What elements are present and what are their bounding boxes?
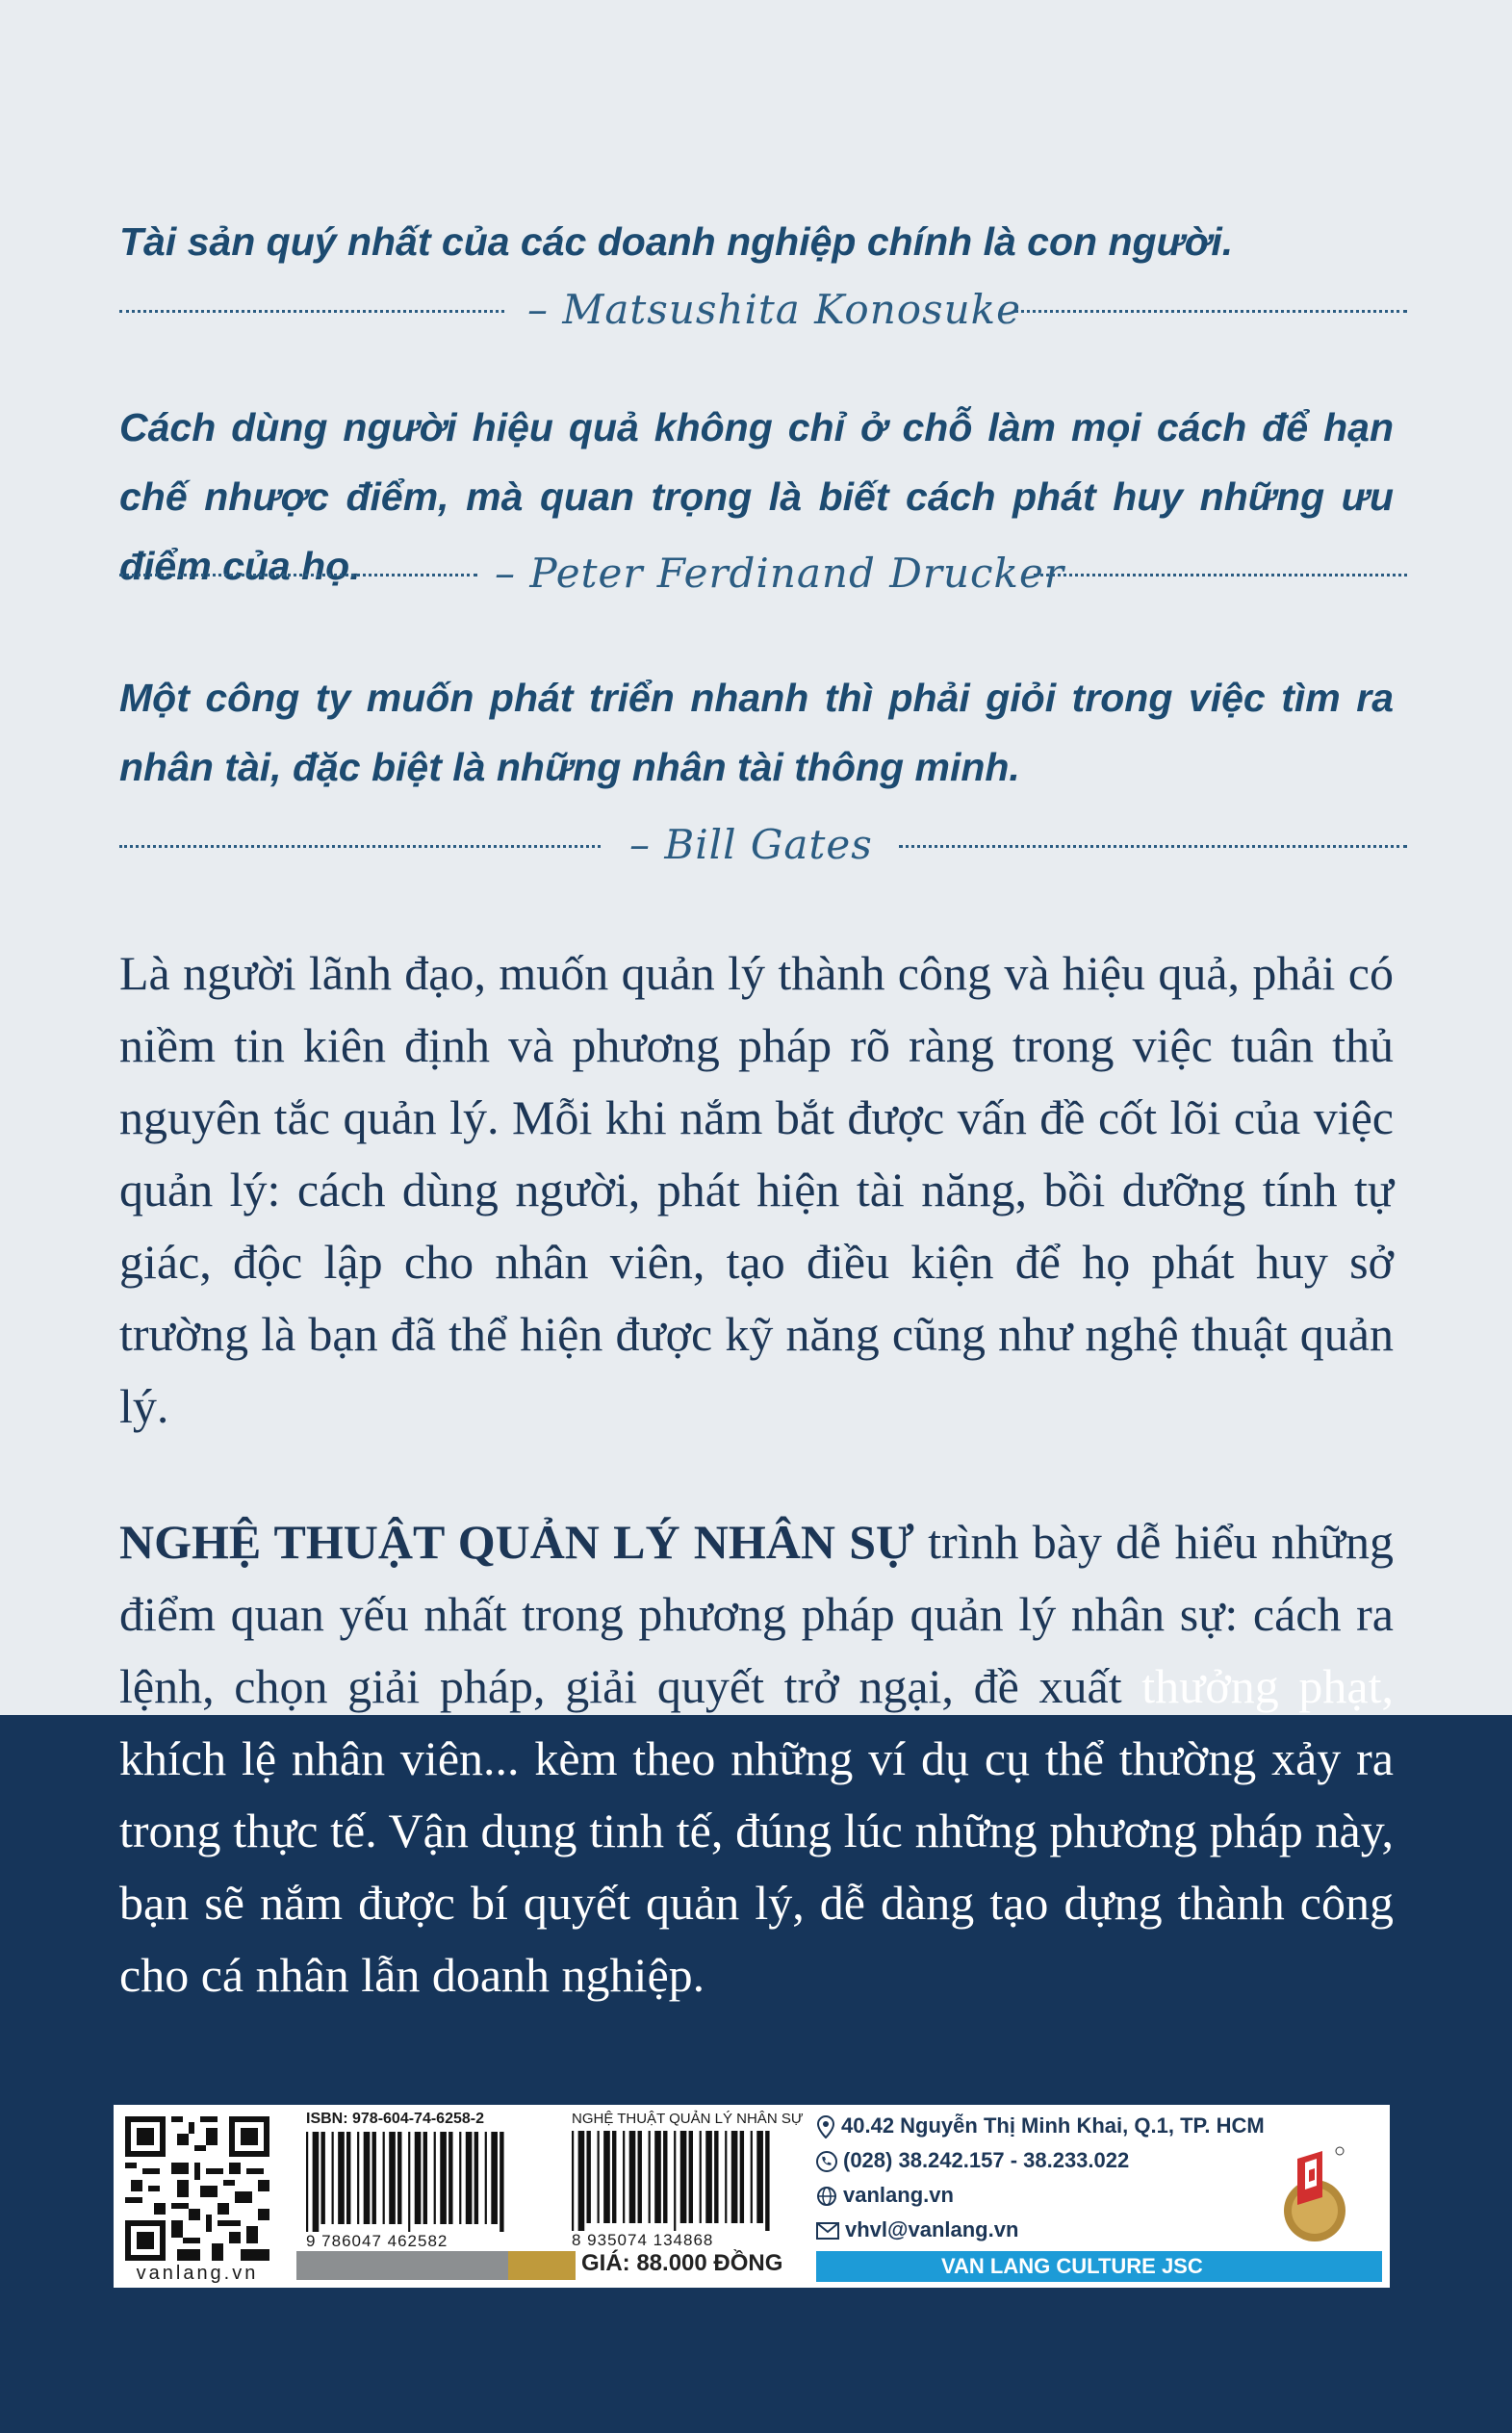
quote-3-author: – Bill Gates bbox=[629, 821, 873, 868]
dotted-rule-left bbox=[119, 574, 477, 576]
gold-strip bbox=[508, 2251, 576, 2280]
barcode-info-panel bbox=[114, 2105, 1390, 2288]
quote-3-text: Một công ty muốn phát triển nhanh thì phải giỏi trong việc tìm ra nhân tài, đặc biệt là những nhân tài thông minh. bbox=[119, 676, 1394, 789]
paragraph-2-light-part: trình bày dễ hiểu những điểm quan yếu nhất trong phương pháp quản lý nhân sự: cách ra lệnh, chọn giải pháp, giải quyết trở ngại, đề xuất bbox=[119, 1515, 1394, 1713]
isbn-bars bbox=[306, 2132, 508, 2232]
ean-digits: 8 935074 134868 bbox=[572, 2231, 714, 2249]
address-text: 40.42 Nguyễn Thị Minh Khai, Q.1, TP. HCM bbox=[841, 2113, 1265, 2138]
company-name: VAN LANG CULTURE JSC bbox=[941, 2254, 1203, 2278]
phone-icon bbox=[816, 2151, 837, 2172]
location-pin-icon bbox=[816, 2115, 835, 2138]
quote-1-attribution bbox=[119, 281, 1407, 339]
paragraph-2-dark-part: thưởng phạt, khích lệ nhân viên... kèm theo những ví dụ cụ thể thường xảy ra trong thực tế. Vận dụng tinh tế, đúng lúc những phương pháp này, bạn sẽ nắm được bí quyết quản lý, dễ dàng tạo dựng thành công cho cá nhân lẫn doanh nghiệp. bbox=[119, 1659, 1394, 2002]
description-paragraph-1: Là người lãnh đạo, muốn quản lý thành công và hiệu quả, phải có niềm tin kiên định và phương pháp rõ ràng trong việc tuân thủ nguyên tắc quản lý. Mỗi khi nắm bắt được vấn đề cốt lõi của việc quản lý: cách dùng người, phát hiện tài năng, bồi dưỡng tính tự giác, độc lập cho nhân viên, tạo điều kiện để họ phát huy sở trường là bạn đã thể hiện được kỹ năng cũng như nghệ thuật quản lý. bbox=[119, 946, 1394, 1433]
dotted-rule-left bbox=[119, 310, 504, 313]
ean-bars bbox=[572, 2131, 774, 2231]
email-line bbox=[816, 2213, 1220, 2247]
dotted-rule-right bbox=[899, 845, 1407, 848]
ean-barcode bbox=[572, 2111, 804, 2255]
qr-caption: vanlang.vn bbox=[136, 2263, 259, 2284]
grey-strip bbox=[296, 2251, 508, 2280]
price-label: GIÁ: 88.000 ĐỒNG bbox=[581, 2250, 783, 2276]
website-text[interactable]: vanlang.vn bbox=[843, 2183, 954, 2207]
publisher-contacts bbox=[816, 2109, 1265, 2247]
phone-line bbox=[816, 2143, 1220, 2178]
quote-3-attribution bbox=[119, 816, 1407, 874]
isbn-barcode bbox=[306, 2111, 508, 2255]
quote-2-text: Cách dùng người hiệu quả không chỉ ở chỗ làm mọi cách để hạn chế nhược điểm, mà quan trọng là biết cách phát huy những ưu điểm của họ. bbox=[119, 405, 1394, 588]
globe-icon bbox=[816, 2186, 837, 2207]
email-text[interactable]: vhvl@vanlang.vn bbox=[845, 2217, 1019, 2241]
address-line bbox=[816, 2109, 1265, 2143]
dotted-rule-right bbox=[1034, 574, 1407, 576]
quote-1-author: – Matsushita Konosuke bbox=[527, 286, 1021, 333]
website-line bbox=[816, 2178, 1220, 2213]
dotted-rule-right bbox=[1014, 310, 1407, 313]
quote-1-text: Tài sản quý nhất của các doanh nghiệp chính là con người. bbox=[119, 219, 1234, 264]
quote-2-author: – Peter Ferdinand Drucker bbox=[495, 550, 1064, 597]
isbn-digits: 9 786047 462582 bbox=[306, 2232, 448, 2250]
title-label: NGHỆ THUẬT QUẢN LÝ NHÂN SỰ bbox=[572, 2111, 804, 2127]
envelope-icon bbox=[816, 2222, 839, 2240]
description-paragraph-2 bbox=[119, 1506, 1394, 2011]
dotted-rule-left bbox=[119, 845, 601, 848]
qr-code bbox=[125, 2116, 269, 2261]
isbn-label: ISBN: 978-604-74-6258-2 bbox=[306, 2111, 484, 2127]
phone-text: (028) 38.242.157 - 38.233.022 bbox=[843, 2148, 1130, 2172]
quote-2-attribution bbox=[119, 545, 1407, 602]
book-title: NGHỆ THUẬT QUẢN LÝ NHÂN SỰ bbox=[119, 1515, 914, 1569]
publisher-logo-icon bbox=[1269, 2141, 1361, 2247]
